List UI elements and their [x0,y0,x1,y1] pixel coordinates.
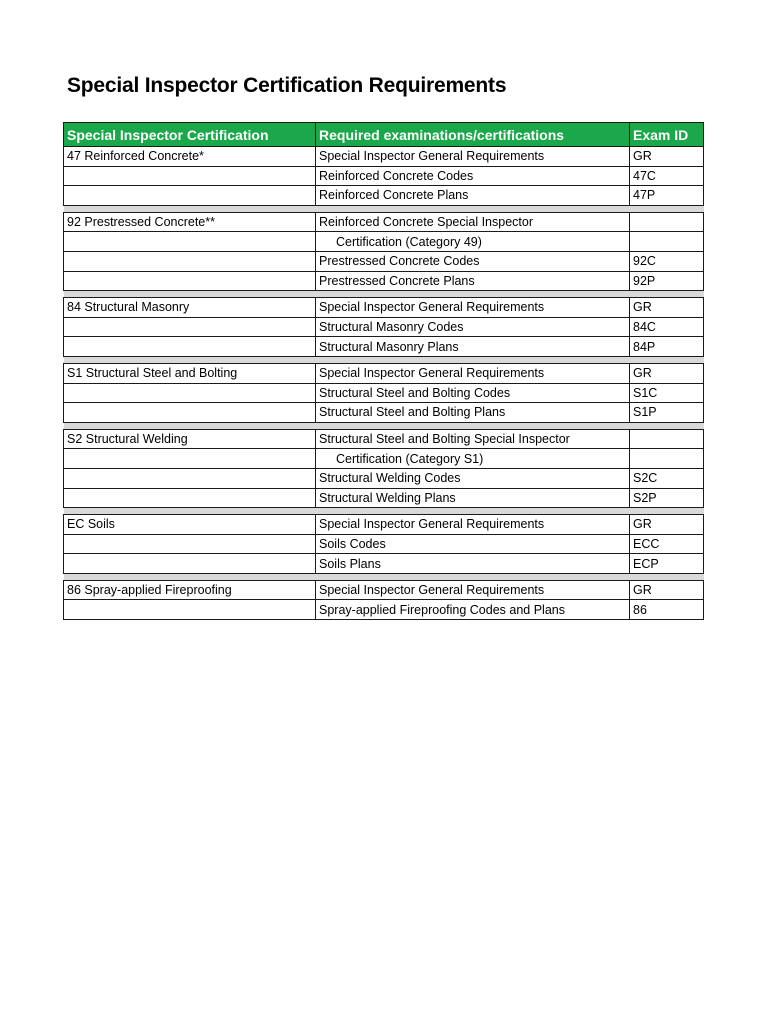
group-separator [64,356,704,363]
certification-cell: 47 Reinforced Concrete* [64,147,316,167]
table-row [64,186,704,206]
requirement-cell: Structural Steel and Bolting Plans [316,403,630,423]
table-row [64,317,704,337]
requirement-cell: Spray-applied Fireproofing Codes and Plans [316,600,630,620]
page-title: Special Inspector Certification Requirements [67,74,507,97]
requirement-cell: Structural Steel and Bolting Special Inspector [316,429,630,449]
group-separator [64,573,704,580]
requirement-cell: Structural Masonry Codes [316,317,630,337]
table-row [64,166,704,186]
table-row [64,488,704,508]
table-row [64,363,704,383]
group-separator [64,508,704,515]
requirement-cell: Special Inspector General Requirements [316,515,630,535]
certification-cell: 86 Spray-applied Fireproofing [64,580,316,600]
requirement-cell: Prestressed Concrete Codes [316,251,630,271]
separator-cell [316,356,630,363]
table-row [64,337,704,357]
table-row [64,580,704,600]
separator-cell [630,291,704,298]
exam-id-cell [630,232,704,252]
requirement-cell: Special Inspector General Requirements [316,363,630,383]
header-certification: Special Inspector Certification [64,123,316,147]
exam-id-cell: ECC [630,534,704,554]
separator-cell [64,291,316,298]
table-row [64,298,704,318]
certification-cell [64,403,316,423]
exam-id-cell [630,449,704,469]
certification-cell [64,488,316,508]
requirement-cell: Structural Steel and Bolting Codes [316,383,630,403]
separator-cell [316,573,630,580]
requirement-cell: Certification (Category S1) [316,449,630,469]
requirement-cell: Structural Welding Codes [316,468,630,488]
exam-id-cell: S2P [630,488,704,508]
separator-cell [316,422,630,429]
table-row [64,554,704,574]
certification-cell [64,186,316,206]
certification-cell [64,600,316,620]
exam-id-cell: ECP [630,554,704,574]
certification-cell: EC Soils [64,515,316,535]
certification-cell [64,337,316,357]
exam-id-cell [630,429,704,449]
exam-id-cell: GR [630,147,704,167]
exam-id-cell: 84P [630,337,704,357]
table-row [64,449,704,469]
requirement-cell: Special Inspector General Requirements [316,298,630,318]
table-row [64,403,704,423]
separator-cell [64,205,316,212]
table-row [64,212,704,232]
certification-cell: 92 Prestressed Concrete** [64,212,316,232]
separator-cell [64,356,316,363]
requirement-cell: Certification (Category 49) [316,232,630,252]
requirement-cell: Prestressed Concrete Plans [316,271,630,291]
certification-cell [64,271,316,291]
certification-table [63,122,703,620]
certification-cell [64,232,316,252]
requirement-cell: Special Inspector General Requirements [316,147,630,167]
exam-id-cell: S2C [630,468,704,488]
exam-id-cell [630,212,704,232]
separator-cell [630,508,704,515]
requirement-cell: Soils Plans [316,554,630,574]
exam-id-cell: 84C [630,317,704,337]
separator-cell [316,291,630,298]
exam-id-cell: 47C [630,166,704,186]
certification-cell: S2 Structural Welding [64,429,316,449]
table-row [64,147,704,167]
exam-id-cell: GR [630,580,704,600]
group-separator [64,291,704,298]
requirement-cell: Reinforced Concrete Plans [316,186,630,206]
requirement-cell: Structural Welding Plans [316,488,630,508]
certification-cell [64,383,316,403]
table-row [64,383,704,403]
header-exam-id: Exam ID [630,123,704,147]
separator-cell [630,205,704,212]
exam-id-cell: 92P [630,271,704,291]
exam-id-cell: 86 [630,600,704,620]
table-row [64,429,704,449]
certification-cell [64,251,316,271]
exam-id-cell: GR [630,515,704,535]
group-separator [64,422,704,429]
exam-id-cell: GR [630,363,704,383]
separator-cell [630,356,704,363]
certification-cell [64,317,316,337]
exam-id-cell: GR [630,298,704,318]
table-row [64,271,704,291]
certification-cell [64,534,316,554]
requirement-cell: Structural Masonry Plans [316,337,630,357]
requirement-cell: Reinforced Concrete Codes [316,166,630,186]
certification-cell [64,166,316,186]
requirement-cell: Special Inspector General Requirements [316,580,630,600]
separator-cell [316,205,630,212]
table-row [64,251,704,271]
header-required-exams: Required examinations/certifications [316,123,630,147]
separator-cell [64,573,316,580]
group-separator [64,205,704,212]
certification-cell: 84 Structural Masonry [64,298,316,318]
separator-cell [64,422,316,429]
table-row [64,232,704,252]
requirement-cell: Reinforced Concrete Special Inspector [316,212,630,232]
table-row [64,468,704,488]
table-row [64,534,704,554]
certification-cell [64,449,316,469]
exam-id-cell: 92C [630,251,704,271]
table-row [64,600,704,620]
exam-id-cell: S1P [630,403,704,423]
separator-cell [630,573,704,580]
certification-cell [64,468,316,488]
separator-cell [630,422,704,429]
exam-id-cell: 47P [630,186,704,206]
exam-id-cell: S1C [630,383,704,403]
separator-cell [64,508,316,515]
separator-cell [316,508,630,515]
table-body [64,147,704,620]
certification-cell: S1 Structural Steel and Bolting [64,363,316,383]
header-row [64,123,704,147]
certification-cell [64,554,316,574]
table-row [64,515,704,535]
requirement-cell: Soils Codes [316,534,630,554]
